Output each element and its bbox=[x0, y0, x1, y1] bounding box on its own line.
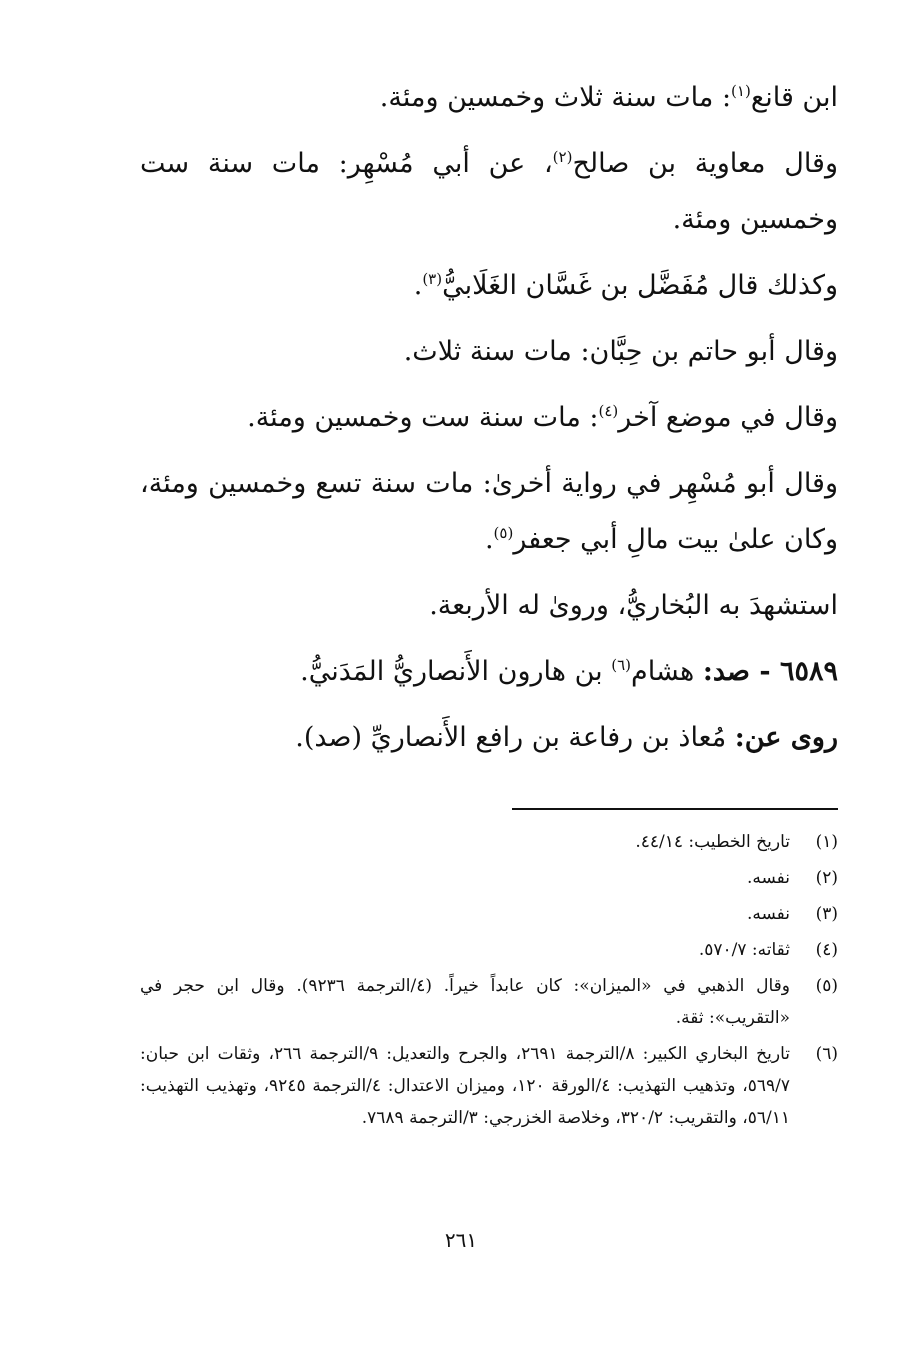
footnotes bbox=[140, 826, 838, 1138]
footnote bbox=[140, 826, 838, 858]
footnote bbox=[140, 934, 838, 966]
footnote-text: تاريخ الخطيب: ٤٤/١٤. bbox=[635, 832, 790, 852]
footnote bbox=[140, 862, 838, 894]
footnote-number: (٣) bbox=[815, 904, 838, 924]
page-number: ٢٦١ bbox=[444, 1228, 478, 1252]
paragraph-6: وقال أبو مُسْهِر في رواية أخرىٰ: مات سنة تسع وخمسين ومئة، وكان علىٰ بيت مالِ أبي جعفر$^{(٥)}$. bbox=[140, 468, 838, 555]
footnote-ref-2[interactable]: (٢) bbox=[552, 148, 573, 166]
narrated-from: روى عن: مُعاذ بن رفاعة بن رافع الأَنصاريِّ (صد). bbox=[295, 722, 838, 753]
paragraph-2: وقال معاوية بن صالح$^{(٢)}$، عن أبي مُسْهِر: مات سنة ست وخمسين ومئة. bbox=[140, 148, 839, 235]
footnote-text: نفسه. bbox=[746, 904, 790, 924]
entry-heading: ٦٥٨٩ - صد: هشام$^{(٦)}$ بن هارون الأَنصاريُّ المَدَنيُّ. bbox=[300, 656, 838, 687]
footnote-text: وقال الذهبي في «الميزان»: كان عابداً خيراً. (٤/الترجمة ٩٢٣٦). وقال ابن حجر في «التقريب»: ثقة. bbox=[140, 976, 790, 1028]
footnote-ref-6[interactable]: (٦) bbox=[611, 656, 632, 674]
footnote-text: نفسه. bbox=[746, 868, 790, 888]
footnote bbox=[140, 898, 838, 930]
footnote bbox=[140, 970, 838, 1034]
footnote bbox=[140, 1038, 838, 1134]
footnote-ref-4[interactable]: (٤) bbox=[598, 402, 619, 420]
paragraph-1: ابن قانع$^{(١)}$: مات سنة ثلاث وخمسين ومئة. bbox=[379, 82, 838, 113]
paragraph-5: وقال في موضع آخر$^{(٤)}$: مات سنة ست وخمسين ومئة. bbox=[247, 402, 838, 433]
footnote-text: ثقاته: ٥٧٠/٧. bbox=[698, 940, 790, 960]
footnote-ref-1[interactable]: (١) bbox=[731, 82, 751, 100]
paragraph-4: وقال أبو حاتم بن حِبَّان: مات سنة ثلاث. bbox=[403, 336, 838, 367]
entry-number: ٦٥٨٩ - صد: bbox=[702, 656, 838, 687]
paragraph-7: استشهدَ به البُخاريُّ، ورویٰ له الأربعة. bbox=[429, 590, 838, 621]
footnote-number: (٥) bbox=[815, 976, 838, 996]
main-text bbox=[140, 70, 838, 776]
footnote-number: (١) bbox=[815, 832, 838, 852]
footnote-number: (٦) bbox=[815, 1044, 838, 1064]
footnote-number: (٤) bbox=[815, 940, 838, 960]
footnote-ref-5[interactable]: (٥) bbox=[493, 524, 514, 542]
footnote-ref-3[interactable]: (٣) bbox=[422, 270, 443, 288]
footnote-number: (٢) bbox=[815, 868, 838, 888]
paragraph-3: وكذلك قال مُفَضَّل بن غَسَّان الغَلَابيُّ$^{(٣)}$. bbox=[413, 270, 838, 301]
footnote-separator bbox=[512, 808, 838, 810]
footnote-text: تاريخ البخاري الكبير: ٨/الترجمة ٢٦٩١، والجرح والتعديل: ٩/الترجمة ٢٦٦، وثقات ابن حبان: ٥٦٩/٧، وتذهيب التهذيب: ٤/الورقة ١٢٠، وميزان الاعتدال: ٤/الترجمة ٩٢٤٥، وتهذيب التهذيب: ٥٦/١١، والتقريب: ٣٢٠/٢، وخلاصة الخزرجي: ٣/الترجمة ٧٦٨٩. bbox=[140, 1044, 791, 1128]
narrated-from-label: روى عن: bbox=[734, 722, 838, 753]
